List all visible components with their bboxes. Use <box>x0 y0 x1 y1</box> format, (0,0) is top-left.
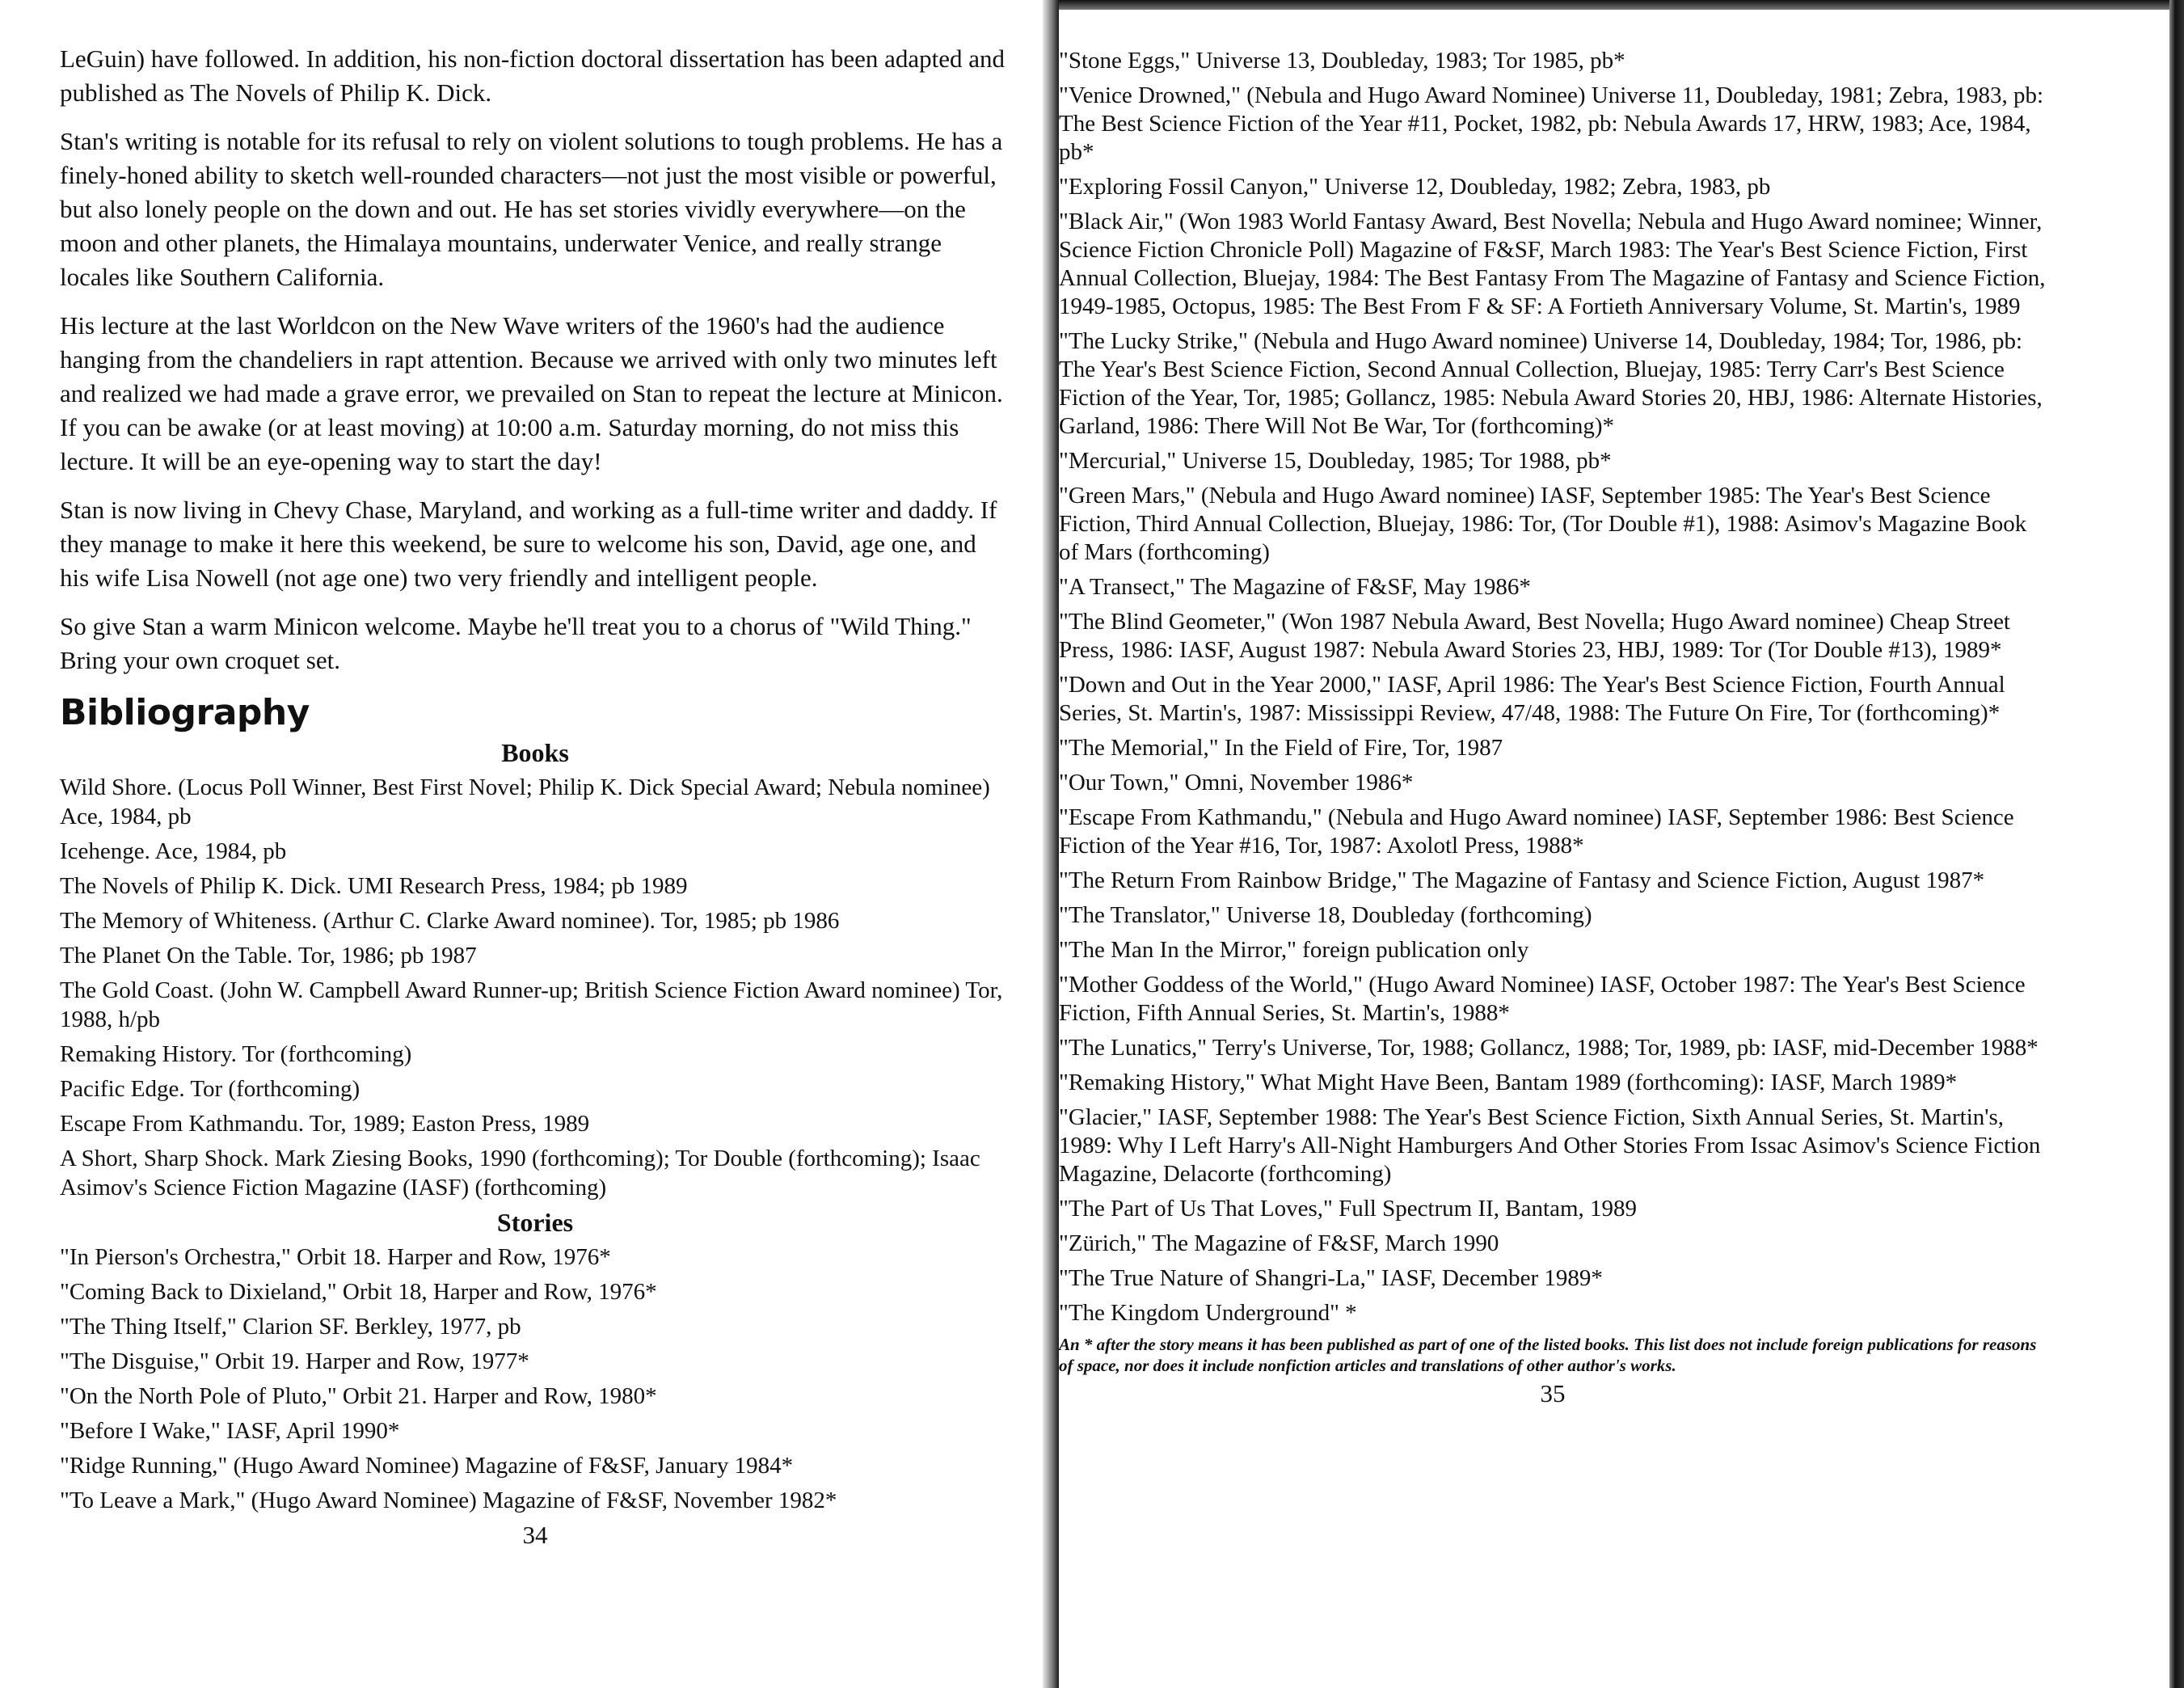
story-entry: "Green Mars," (Nebula and Hugo Award nominee) IASF, September 1985: The Year's Best Science Fiction, Third Annual Collection, Bluejay, 1986: Tor, (Tor Double #1), 1988: Asimov's Magazine Book of Mars (forthcoming) <box>1059 483 2027 565</box>
book-entry: Pacific Edge. Tor (forthcoming) <box>60 1076 360 1102</box>
book-entry: The Novels of Philip K. Dick. UMI Research Press, 1984; pb 1989 <box>60 873 688 899</box>
books-list <box>60 773 1010 1202</box>
story-entry: "Mother Goddess of the World," (Hugo Award Nominee) IASF, October 1987: The Year's Best Science Fiction, Fifth Annual Series, St. Martin's, 1988* <box>1059 972 2026 1026</box>
story-entry: "To Leave a Mark," (Hugo Award Nominee) Magazine of F&SF, November 1982* <box>60 1488 837 1513</box>
left-page <box>0 0 1043 1688</box>
story-entry: "Remaking History," What Might Have Been, Bantam 1989 (forthcoming): IASF, March 1989* <box>1059 1070 1958 1095</box>
page-number-right: 35 <box>1540 1379 1566 1407</box>
story-entry: "Coming Back to Dixieland," Orbit 18, Harper and Row, 1976* <box>60 1279 657 1305</box>
story-entry: "Exploring Fossil Canyon," Universe 12, Doubleday, 1982; Zebra, 1983, pb <box>1059 174 1771 200</box>
story-entry: "Before I Wake," IASF, April 1990* <box>60 1418 400 1444</box>
story-entry: "The Part of Us That Loves," Full Spectrum II, Bantam, 1989 <box>1059 1196 1638 1222</box>
story-entry: "Down and Out in the Year 2000," IASF, April 1986: The Year's Best Science Fiction, Fourth Annual Series, St. Martin's, 1987: Mississippi Review, 47/48, 1988: The Future On Fire, Tor (forthcoming)* <box>1059 672 2005 726</box>
book-entry: The Gold Coast. (John W. Campbell Award Runner-up; British Science Fiction Award nominee) Tor, 1988, h/pb <box>60 977 1003 1032</box>
story-entry: "The Lucky Strike," (Nebula and Hugo Award nominee) Universe 14, Doubleday, 1984; Tor, 1986, pb: The Year's Best Science Fiction, Second Annual Collection, Bluejay, 1985: Terry Carr's Best Science Fiction of the Year, Tor, 1985; Gollancz, 1985: Nebula Award Stories 20, HBJ, 1986: Alternate Histories, Garland, 1986: There Will Not Be War, Tor (forthcoming)* <box>1059 328 2043 439</box>
stories-heading: Stories <box>496 1208 574 1237</box>
book-entry: Escape From Kathmandu. Tor, 1989; Easton Press, 1989 <box>60 1111 590 1137</box>
story-entry: "Ridge Running," (Hugo Award Nominee) Magazine of F&SF, January 1984* <box>60 1453 794 1479</box>
intro-paragraph: So give Stan a warm Minicon welcome. Maybe he'll treat you to a chorus of "Wild Thing." Bring your own croquet set. <box>60 612 972 674</box>
stories-list-left <box>60 1243 1010 1515</box>
story-entry: "On the North Pole of Pluto," Orbit 21. Harper and Row, 1980* <box>60 1383 657 1409</box>
book-entry: A Short, Sharp Shock. Mark Ziesing Books, 1990 (forthcoming); Tor Double (forthcoming); Isaac Asimov's Science Fiction Magazine (IASF) (forthcoming) <box>60 1146 980 1201</box>
story-entry: "The Disguise," Orbit 19. Harper and Row, 1977* <box>60 1348 529 1374</box>
intro-paragraph: Stan's writing is notable for its refusal to rely on violent solutions to tough problems. He has a finely-honed ability to sketch well-rounded characters—not just the most visible or powerful, but also lonely people on the down and out. He has set stories vividly everywhere—on the moon and other planets, the Himalaya mountains, underwater Venice, and really strange locales like Southern California. <box>60 127 1003 291</box>
page-number-left: 34 <box>522 1521 548 1549</box>
book-entry: Remaking History. Tor (forthcoming) <box>60 1041 412 1067</box>
story-entry: "The Kingdom Underground" * <box>1059 1300 1357 1326</box>
books-heading: Books <box>501 738 569 767</box>
book-entry: Icehenge. Ace, 1984, pb <box>60 838 287 864</box>
book-gutter-shadow <box>1043 0 1059 1688</box>
intro-paragraph: LeGuin) have followed. In addition, his non-fiction doctoral dissertation has been adapted and published as The Novels of Philip K. Dick. <box>60 44 1006 107</box>
story-entry: "The Lunatics," Terry's Universe, Tor, 1988; Gollancz, 1988; Tor, 1989, pb: IASF, mid-December 1988* <box>1059 1035 2039 1061</box>
story-entry: "Stone Eggs," Universe 13, Doubleday, 1983; Tor 1985, pb* <box>1059 48 1625 74</box>
story-entry: "A Transect," The Magazine of F&SF, May 1986* <box>1059 574 1531 600</box>
story-entry: "The Man In the Mirror," foreign publication only <box>1059 937 1529 963</box>
stories-list-right <box>1059 47 2047 1327</box>
story-entry: "The Translator," Universe 18, Doubleday (forthcoming) <box>1059 902 1592 928</box>
story-entry: "The Memorial," In the Field of Fire, Tor, 1987 <box>1059 735 1503 761</box>
book-entry: The Memory of Whiteness. (Arthur C. Clarke Award nominee). Tor, 1985; pb 1986 <box>60 908 840 934</box>
book-entry: The Planet On the Table. Tor, 1986; pb 1987 <box>60 943 477 968</box>
intro-paragraph: Stan is now living in Chevy Chase, Maryland, and working as a full-time writer and daddy. If they manage to make it here this weekend, be sure to welcome his son, David, age one, and his wife Lisa Nowell (not age one) two very friendly and intelligent people. <box>60 496 997 592</box>
right-page <box>1059 0 2184 1688</box>
book-entry: Wild Shore. (Locus Poll Winner, Best First Novel; Philip K. Dick Special Award; Nebula nominee) Ace, 1984, pb <box>60 774 990 829</box>
story-entry: "The Return From Rainbow Bridge," The Magazine of Fantasy and Science Fiction, August 1987* <box>1059 867 1985 893</box>
story-entry: "Our Town," Omni, November 1986* <box>1059 770 1414 795</box>
story-entry: "The Blind Geometer," (Won 1987 Nebula Award, Best Novella; Hugo Award nominee) Cheap Street Press, 1986: IASF, August 1987: Nebula Award Stories 23, HBJ, 1989: Tor (Tor Double #13), 1989* <box>1059 609 2010 663</box>
bibliography-title: Bibliography <box>60 692 310 733</box>
story-entry: "Glacier," IASF, September 1988: The Year's Best Science Fiction, Sixth Annual Series, St. Martin's, 1989: Why I Left Harry's All-Night Hamburgers And Other Stories From Issac Asimov's Science Fiction Magazine, Delacorte (forthcoming) <box>1059 1104 2041 1187</box>
story-entry: "Zürich," The Magazine of F&SF, March 1990 <box>1059 1230 1499 1256</box>
story-entry: "The Thing Itself," Clarion SF. Berkley, 1977, pb <box>60 1314 521 1340</box>
story-entry: "The True Nature of Shangri-La," IASF, December 1989* <box>1059 1265 1603 1291</box>
story-entry: "Mercurial," Universe 15, Doubleday, 1985; Tor 1988, pb* <box>1059 448 1612 474</box>
story-entry: "Escape From Kathmandu," (Nebula and Hugo Award nominee) IASF, September 1986: Best Science Fiction of the Year #16, Tor, 1987: Axolotl Press, 1988* <box>1059 804 2014 859</box>
story-entry: "In Pierson's Orchestra," Orbit 18. Harper and Row, 1976* <box>60 1244 611 1270</box>
story-entry: "Black Air," (Won 1983 World Fantasy Award, Best Novella; Nebula and Hugo Award nominee; Winner, Science Fiction Chronicle Poll) Magazine of F&SF, March 1983: The Year's Best Science Fiction, First Annual Collection, Bluejay, 1984: The Best Fantasy From The Magazine of Fantasy and Science Fiction, 1949-1985, Octopus, 1985: The Best From F & SF: A Fortieth Anniversary Volume, St. Martin's, 1989 <box>1059 209 2046 319</box>
story-entry: "Venice Drowned," (Nebula and Hugo Award Nominee) Universe 11, Doubleday, 1981; Zebra, 1983, pb: The Best Science Fiction of the Year #11, Pocket, 1982, pb: Nebula Awards 17, HRW, 1983; Ace, 1984, pb* <box>1059 82 2044 165</box>
intro-paragraph: His lecture at the last Worldcon on the New Wave writers of the 1960's had the audience hanging from the chandeliers in rapt attention. Because we arrived with only two minutes left and realized we had made a grave error, we prevailed on Stan to repeat the lecture at Minicon. If you can be awake (or at least moving) at 10:00 a.m. Saturday morning, do not miss this lecture. It will be an eye-opening way to start the day! <box>60 311 1003 475</box>
bibliography-footnote: An * after the story means it has been published as part of one of the listed books. This list does not include foreign publications for reasons of space, nor does it include nonfiction articles and translations of other author's works. <box>1059 1335 2037 1375</box>
